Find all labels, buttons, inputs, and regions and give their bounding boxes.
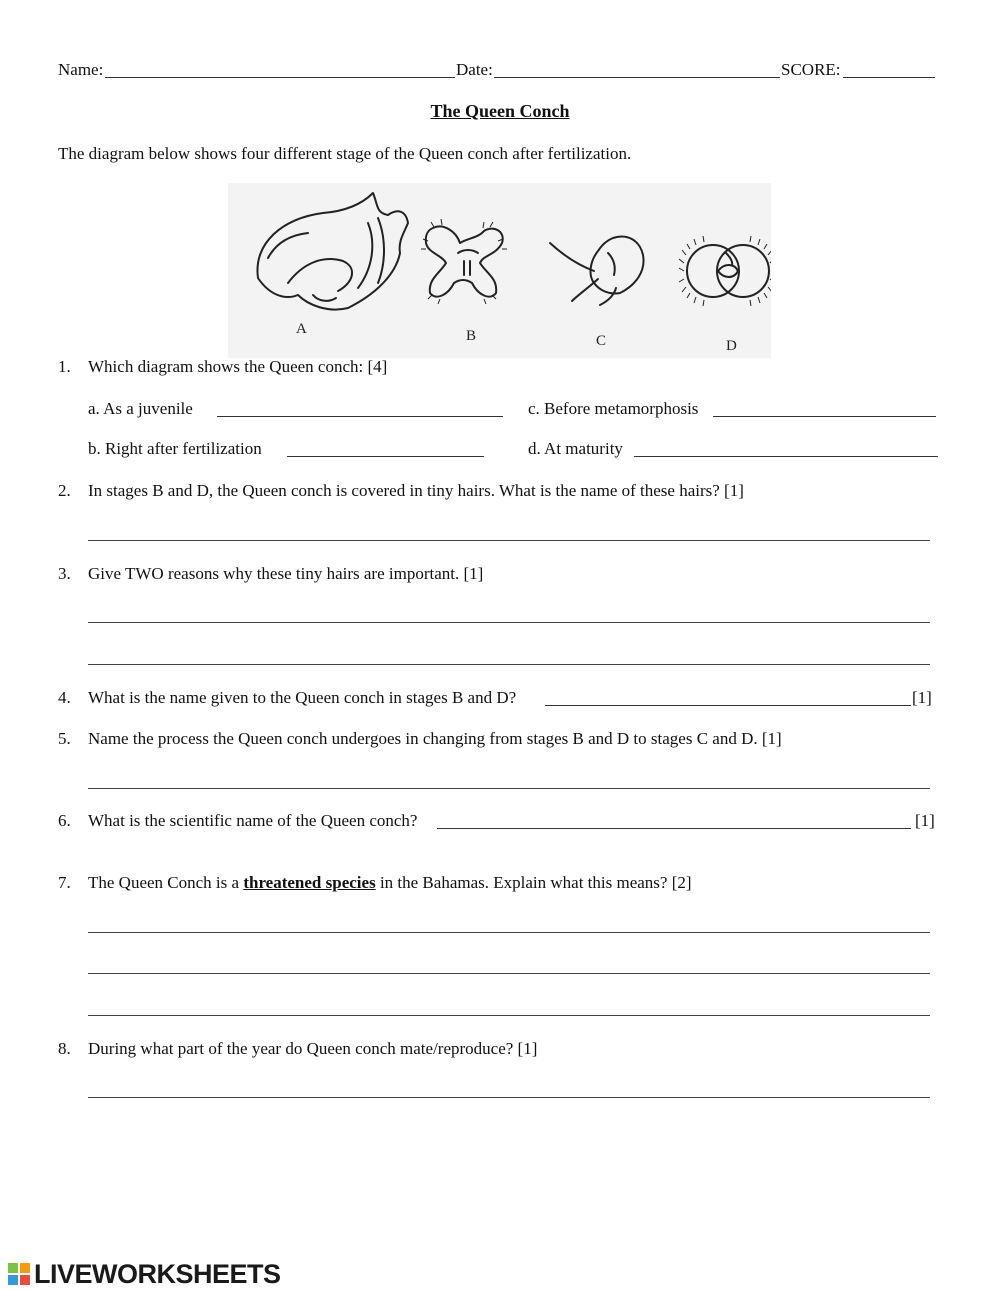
question-6-mark: [1] [915, 811, 935, 830]
subpart-b-answer[interactable] [287, 456, 484, 457]
question-2-answer-line[interactable] [88, 540, 930, 541]
liveworksheets-logo-icon [8, 1263, 30, 1285]
question-6-number: 6. [58, 811, 71, 830]
score-label: SCORE: [781, 60, 841, 79]
subpart-d-label: d. At maturity [528, 439, 623, 458]
question-7-text-after: in the Bahamas. Explain what this means? [2] [375, 873, 692, 892]
question-1-text: Which diagram shows the Queen conch: [4] [88, 357, 388, 376]
question-2-number: 2. [58, 481, 71, 500]
question-7-emphasis: threatened species [243, 873, 376, 892]
question-3-answer-line-2[interactable] [88, 664, 930, 665]
diagram-label-a: A [296, 321, 307, 337]
question-6-text: What is the scientific name of the Queen conch? [88, 811, 418, 830]
question-6-answer[interactable] [437, 828, 911, 829]
subpart-c-label: c. Before metamorphosis [528, 399, 699, 418]
question-7-answer-line-3[interactable] [88, 1015, 930, 1016]
conch-stages-diagram [228, 183, 771, 358]
page-title: The Queen Conch [430, 101, 570, 121]
question-7-text-before: The Queen Conch is a [88, 873, 244, 892]
date-field[interactable] [494, 77, 780, 78]
subpart-c-answer[interactable] [713, 416, 936, 417]
question-7-number: 7. [58, 873, 71, 892]
diagram-label-c: C [596, 333, 607, 349]
name-field[interactable] [105, 77, 455, 78]
question-4-number: 4. [58, 688, 71, 707]
name-label: Name: [58, 60, 104, 79]
question-5-text: Name the process the Queen conch undergoes in changing from stages B and D to stages C and D. [1] [88, 729, 782, 748]
liveworksheets-logo [8, 1259, 281, 1289]
question-2-text: In stages B and D, the Queen conch is covered in tiny hairs. What is the name of these hairs? [1] [88, 481, 744, 500]
question-8-answer-line[interactable] [88, 1097, 930, 1098]
question-4-text: What is the name given to the Queen conch in stages B and D? [88, 688, 517, 707]
liveworksheets-brand: LIVEWORKSHEETS [34, 1258, 281, 1289]
conch-stages-illustration [228, 183, 771, 358]
question-3-text: Give TWO reasons why these tiny hairs are important. [1] [88, 564, 484, 583]
subpart-a-label: a. As a juvenile [88, 399, 193, 418]
subpart-b-label: b. Right after fertilization [88, 439, 262, 458]
question-4-answer[interactable] [545, 705, 911, 706]
question-3-number: 3. [58, 564, 71, 583]
intro-text: The diagram below shows four different stage of the Queen conch after fertilization. [58, 144, 632, 163]
question-8-number: 8. [58, 1039, 71, 1058]
question-5-number: 5. [58, 729, 71, 748]
subpart-d-answer[interactable] [634, 456, 938, 457]
score-field[interactable] [843, 77, 935, 78]
question-8-text: During what part of the year do Queen conch mate/reproduce? [1] [88, 1039, 538, 1058]
subpart-a-answer[interactable] [217, 416, 503, 417]
question-7-answer-line-2[interactable] [88, 973, 930, 974]
question-5-answer-line[interactable] [88, 788, 930, 789]
question-7-text [88, 873, 692, 893]
diagram-label-b: B [466, 328, 477, 344]
diagram-label-d: D [726, 338, 737, 354]
question-1-number: 1. [58, 357, 71, 376]
question-7-answer-line-1[interactable] [88, 932, 930, 933]
question-4-mark: [1] [912, 688, 932, 707]
date-label: Date: [456, 60, 493, 79]
question-3-answer-line-1[interactable] [88, 622, 930, 623]
